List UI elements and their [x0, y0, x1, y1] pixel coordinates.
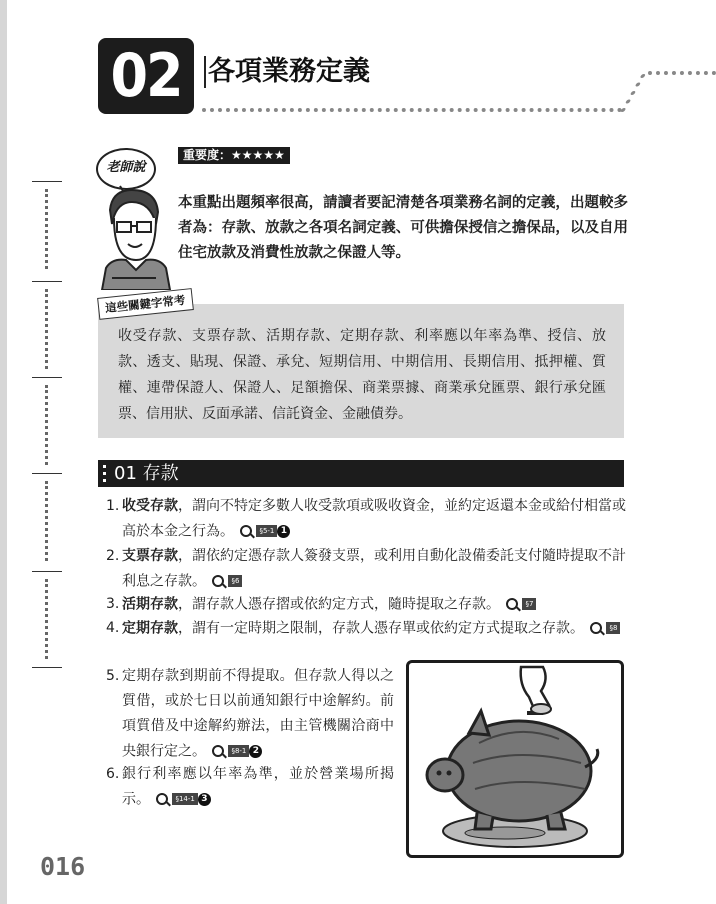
chapter-title: 各項業務定義 — [204, 56, 370, 88]
piggy-bank-illustration — [406, 660, 624, 858]
reference-tag: §7 — [522, 598, 536, 610]
keywords-tag: 這些關鍵字常考 — [97, 288, 193, 320]
magnifier-icon — [212, 745, 224, 757]
side-decoration — [32, 571, 62, 572]
item-keyword: 收受存款 — [122, 498, 178, 514]
reference-tag: §8-1 — [228, 745, 249, 757]
keywords-text: 收受存款、支票存款、活期存款、定期存款、利率應以年率為準、授信、放款、透支、貼現、保證、承兌、短期信用、中期信用、長期信用、抵押權、質權、連帶保證人、保證人、足額擔保、商業票據、商業承兌匯票、銀行承兌匯票、信用狀、反面承諾、信託資金、金融債券。 — [118, 328, 606, 422]
circled-number: 3 — [198, 793, 211, 806]
item-text: ，謂向不特定多數人收受款項或吸收資金，並約定返還本金或給付相當或高於本金之行為。 — [122, 498, 626, 540]
magnifier-icon — [506, 598, 518, 610]
reference-tag: §5-1 — [256, 525, 277, 537]
side-decoration — [32, 377, 62, 378]
side-decoration — [32, 281, 62, 282]
item-number: 1. — [106, 498, 120, 514]
chapter-number: 02 — [98, 38, 194, 114]
circled-number: 1 — [277, 525, 290, 538]
item-number: 4. — [106, 620, 120, 636]
side-decoration — [32, 181, 62, 182]
page-number: 016 — [40, 852, 86, 881]
header-divider — [648, 71, 716, 75]
header-divider — [202, 108, 622, 112]
teacher-illustration — [92, 140, 182, 290]
item-text: ，謂存款人憑存摺或依約定方式，隨時提取之存款。 — [178, 596, 500, 613]
item-text: ，謂有一定時期之限制，存款人憑存單或依約定方式提取之存款。 — [178, 620, 584, 637]
magnifier-icon — [240, 525, 252, 537]
item-keyword: 定期存款 — [122, 620, 178, 637]
side-decoration — [32, 667, 62, 668]
item-number: 2. — [106, 548, 120, 564]
reference-tag: §14-1 — [172, 793, 197, 805]
item-text: ，謂依約定憑存款人簽發支票，或利用自動化設備委託支付隨時提取不計利息之存款。 — [122, 548, 626, 590]
reference — [590, 616, 620, 641]
item-number: 6. — [106, 766, 120, 782]
item-text: 銀行利率應以年率為準，並於營業場所揭示。 — [122, 766, 394, 808]
side-decoration — [32, 473, 62, 474]
reference — [212, 569, 242, 594]
reference-tag: §6 — [228, 575, 242, 587]
intro-paragraph: 本重點出題頻率很高，請讀者要記清楚各項業務名詞的定義，出題較多者為：存款、放款之各項名詞定義、可供擔保授信之擔保品，以及自用住宅放款及消費性放款之保證人等。 — [178, 195, 628, 261]
circled-number: 2 — [249, 745, 262, 758]
item-number: 5. — [106, 668, 120, 684]
binding-strip — [0, 0, 7, 904]
reference — [240, 519, 290, 544]
section-header — [98, 460, 624, 487]
importance-rating: 重要度：★★★★★ — [178, 147, 290, 164]
reference-tag: §8 — [606, 622, 620, 634]
teacher-icon — [92, 140, 182, 290]
speech-bubble: 老師說 — [96, 148, 156, 190]
magnifier-icon — [590, 622, 602, 634]
reference — [506, 592, 536, 617]
item-number: 3. — [106, 596, 120, 612]
reference — [212, 739, 262, 764]
magnifier-icon — [156, 793, 168, 805]
section-title: 01 存款 — [114, 463, 179, 484]
piggy-bank-icon — [409, 663, 621, 855]
item-text: 定期存款到期前不得提取。但存款人得以之質借，或於七日以前通知銀行中途解約。前項質借及中途解約辦法，由主管機關洽商中央銀行定之。 — [122, 668, 394, 760]
section-marker — [103, 465, 106, 482]
item-keyword: 支票存款 — [122, 548, 178, 564]
magnifier-icon — [212, 575, 224, 587]
header-divider — [620, 74, 680, 112]
item-keyword: 活期存款 — [122, 596, 178, 613]
reference — [156, 787, 210, 812]
